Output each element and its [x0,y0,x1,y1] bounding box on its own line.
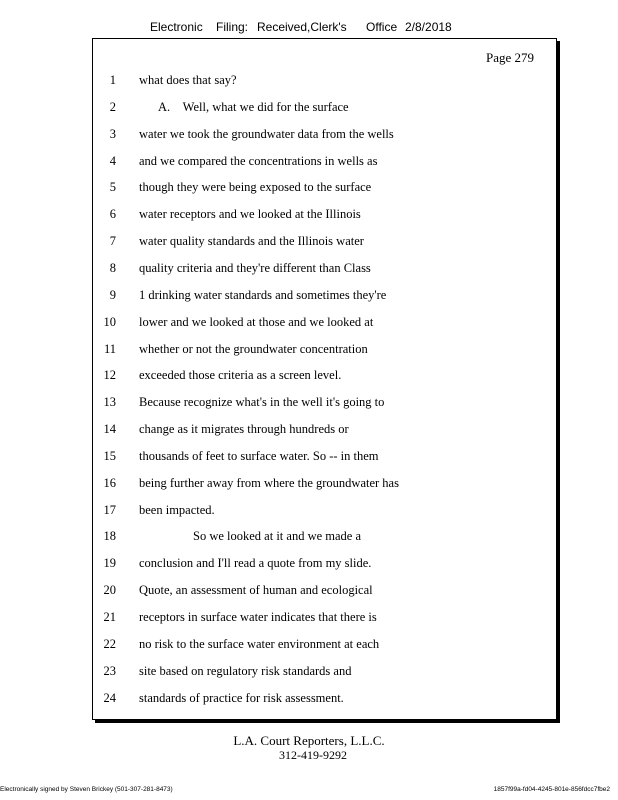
header-electronic: Electronic [150,20,203,34]
line-number: 8 [109,260,116,275]
electronic-signature: Electronically signed by Steven Brickey (501-307-281-8473) [0,786,173,793]
line-number: 9 [109,287,116,302]
transcript-line [0,664,618,684]
document-hash: 1857f99a-fd04-4245-801e-856fdcc7fbe2 [493,786,610,793]
line-number: 21 [103,610,116,624]
transcript-line [0,691,618,711]
line-text: 1 drinking water standards and sometimes they're [139,287,387,302]
transcript-line [0,529,618,549]
header-filing: Filing: [216,20,249,34]
line-text: conclusion and I'll read a quote from my slide. [139,556,372,571]
line-text: whether or not the groundwater concentration [139,341,368,356]
line-number: 14 [103,422,116,437]
line-text: Because recognize what's in the well it's going to [139,395,385,410]
header-office: Office [366,20,398,34]
line-number: 16 [103,475,116,490]
transcript-line [0,154,618,174]
transcript-line [0,503,618,523]
line-number: 19 [103,556,116,571]
transcript-line [0,449,618,469]
line-number: 18 [103,529,116,544]
transcript-line [0,395,618,415]
line-text: no risk to the surface water environment at each [139,636,380,651]
transcript-line [0,261,618,281]
line-text: site based on regulatory risk standards and [139,663,352,678]
line-number: 24 [103,690,116,705]
transcript-line [0,556,618,576]
transcript-line [0,127,618,147]
line-text: standards of practice for risk assessment. [139,690,344,705]
transcript-line [0,234,618,254]
line-text: lower and we looked at those and we looked at [139,314,374,329]
line-number: 22 [103,636,116,651]
line-text: water receptors and we looked at the Illinois [139,207,361,222]
line-text: water quality standards and the Illinois water [139,234,364,249]
line-number: 2 [109,99,116,114]
transcript-line [0,207,618,227]
line-number: 20 [103,583,116,598]
transcript-line [0,342,618,362]
line-number: 13 [103,395,116,410]
line-number: 4 [109,153,116,168]
line-text: exceeded those criteria as a screen level. [139,368,342,383]
transcript-line [0,637,618,657]
filing-header [0,20,618,38]
line-number: 12 [103,368,116,383]
transcript-line [0,610,618,630]
transcript-line [0,422,618,442]
line-text: water we took the groundwater data from the wells [139,126,394,141]
line-number: 10 [103,314,116,329]
line-text: change as it migrates through hundreds or [139,422,349,437]
transcript-line [0,73,618,93]
line-text: though they were being exposed to the surface [139,180,372,195]
line-text: Quote, an assessment of human and ecological [139,583,373,598]
header-date: 2/8/2018 [405,20,452,34]
line-text: thousands of feet to surface water. So -- in them [139,448,379,463]
line-text: and we compared the concentrations in wells as [139,153,378,168]
line-text: A. Well, what we did for the surface [158,99,349,114]
transcript-line [0,180,618,200]
line-number: 3 [109,126,116,141]
transcript-line [0,100,618,120]
line-number: 1 [109,73,116,87]
footer-phone: 312-419-9292 [279,748,347,762]
line-text: So we looked at it and we made a [193,529,362,544]
line-number: 6 [109,207,116,222]
page-number: Page 279 [486,50,535,65]
transcript-line [0,288,618,308]
transcript-line [0,315,618,335]
line-text: being further away from where the groundwater has [139,475,399,490]
transcript-line [0,368,618,388]
line-number: 11 [103,341,116,356]
line-number: 15 [103,448,116,463]
line-number: 7 [109,234,116,249]
transcript-line [0,476,618,496]
line-number: 17 [103,502,116,517]
footer-phone-wrap [0,748,618,763]
line-number: 23 [103,663,116,678]
line-text: quality criteria and they're different than Class [139,260,371,275]
header-received-clerks: Received,Clerk's [257,20,347,34]
line-text: what does that say? [139,73,237,87]
transcript-line [0,583,618,603]
footer-company: L.A. Court Reporters, L.L.C. [233,733,385,748]
line-number: 5 [109,180,116,195]
line-text: been impacted. [139,502,215,517]
line-text: receptors in surface water indicates that there is [139,610,377,624]
